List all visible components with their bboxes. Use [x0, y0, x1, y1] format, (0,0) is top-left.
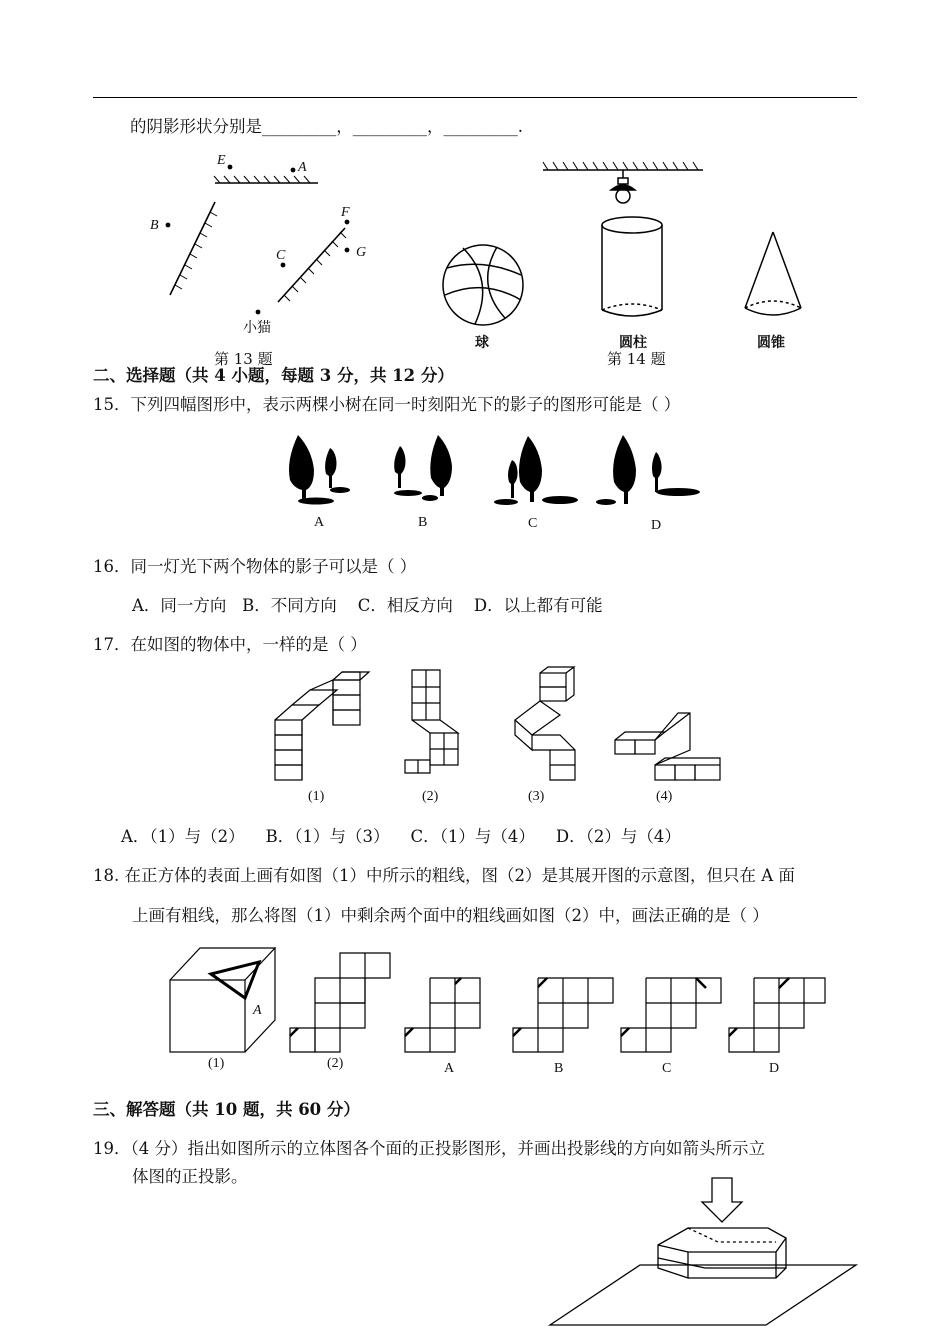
q18-face-a-label: A — [253, 1003, 262, 1018]
cone-label: 圆锥 — [757, 336, 785, 351]
q18-line2: 上画有粗线，那么将图（1）中剩余两个面中的粗线画如图（2）中，画法正确的是（ ） — [132, 906, 769, 925]
point-C-label: C — [276, 248, 286, 263]
point-F-label: F — [341, 205, 350, 220]
sphere-label: 球 — [475, 336, 489, 351]
section-3-heading: 三、解答题（共 10 题，共 60 分） — [93, 1100, 360, 1119]
q18-fig-label-1: (1) — [208, 1056, 225, 1071]
q15-text: 15．下列四幅图形中，表示两棵小树在同一时刻阳光下的影子的图形可能是（ ） — [93, 395, 681, 414]
fig13-caption: 第 13 题 — [214, 350, 273, 368]
q19-line2: 体图的正投影。 — [132, 1167, 248, 1186]
q17-cubes-figure — [270, 665, 730, 790]
q16-text: 16．同一灯光下两个物体的影子可以是（ ） — [93, 557, 417, 576]
q19-line1: 19．（4 分）指出如图所示的立体图各个面的正投影图形，并画出投影线的方向如箭头所示立 — [93, 1139, 765, 1158]
cylinder-label: 圆柱 — [619, 336, 647, 351]
point-G-label: G — [356, 245, 367, 260]
q17-fig-label-1: (1) — [308, 789, 325, 804]
q18-option-a-label: A — [444, 1061, 455, 1076]
q18-cube-nets-figure — [165, 940, 835, 1060]
q18-option-d-label: D — [769, 1061, 780, 1076]
point-E-label: E — [217, 153, 226, 168]
header-rule — [93, 97, 857, 98]
q18-option-b-label: B — [554, 1061, 564, 1076]
q18-option-c-label: C — [662, 1061, 672, 1076]
q17-text: 17．在如图的物体中，一样的是（ ） — [93, 635, 367, 654]
point-A-label: A — [298, 160, 307, 175]
q18-line1: 18. 在正方体的表面上画有如图（1）中所示的粗线，图（2）是其展开图的示意图，但只在 A 面 — [93, 866, 795, 885]
q17-options: A．（1）与（2） B．（1）与（3） C．（1）与（4） D．（2）与（4） — [121, 827, 681, 846]
fig14-caption: 第 14 题 — [607, 350, 666, 368]
q16-options: A．同一方向 B．不同方向 C．相反方向 D．以上都有可能 — [132, 596, 603, 615]
q15-trees-figure — [280, 430, 710, 515]
point-B-label: B — [150, 218, 159, 233]
q15-label-b: B — [418, 515, 428, 530]
q15-label-a: A — [314, 515, 325, 530]
cat-label: 小猫 — [243, 321, 271, 336]
q15-label-c: C — [528, 516, 538, 531]
section-2-heading: 二、选择题（共 4 小题，每题 3 分，共 12 分） — [93, 366, 454, 385]
q17-fig-label-2: (2) — [422, 789, 439, 804]
q17-fig-label-4: (4) — [656, 789, 673, 804]
q18-fig-label-2: (2) — [327, 1056, 344, 1071]
q13-continuation: 的阴影形状分别是_________，_________，_________. — [130, 117, 523, 136]
q19-solid-figure — [540, 1170, 860, 1335]
q15-label-d: D — [651, 518, 662, 533]
q17-fig-label-3: (3) — [528, 789, 545, 804]
fig14-lamp-solids-figure — [435, 150, 815, 350]
